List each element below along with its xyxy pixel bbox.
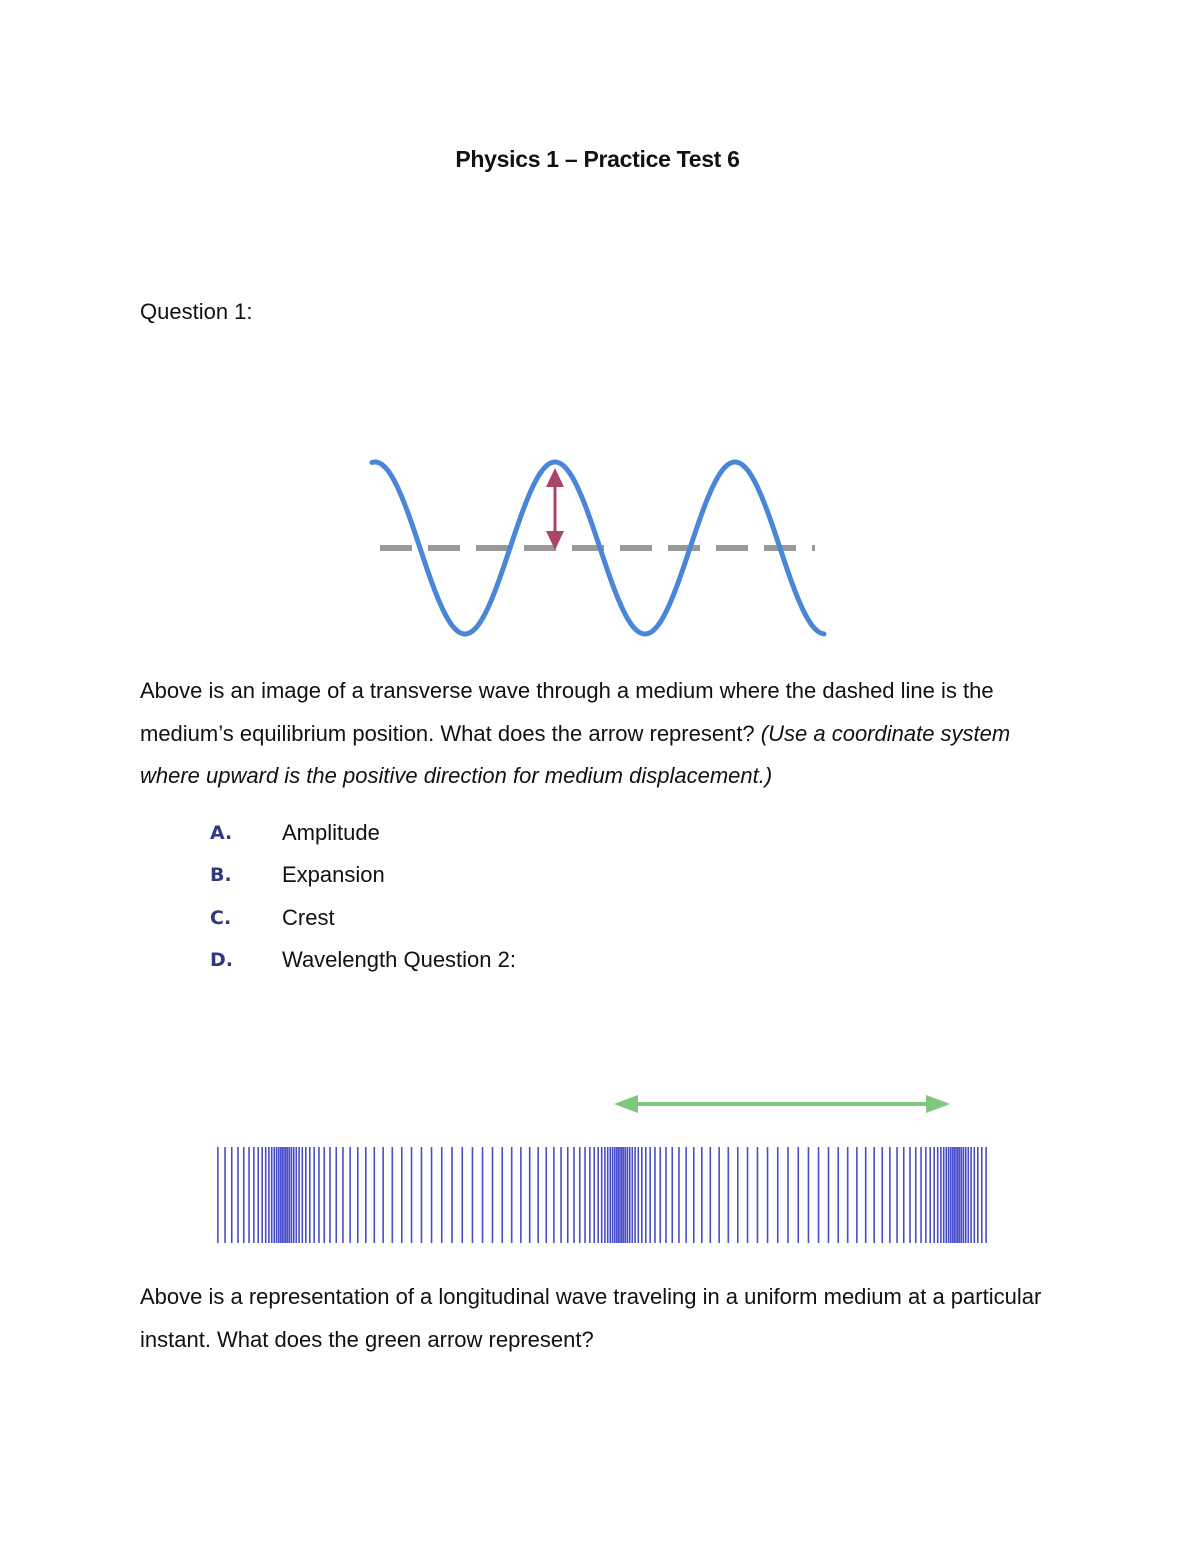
option-d-text: Wavelength Question 2: [282,947,516,972]
longitudinal-medium-lines [218,1147,986,1243]
question-1-hint: (Use a coordinate system where upward is the positive direction for medium displacement.) [140,720,1011,788]
amplitude-arrow [546,468,564,550]
green-double-arrow [614,1095,950,1113]
longitudinal-wave-figure [200,1085,1000,1255]
page-title: Physics 1 – Practice Test 6 [455,146,740,172]
option-c-letter: C. [210,907,232,929]
question-1-label: Question 1: [140,299,253,324]
option-a-letter: A. [210,822,233,844]
option-a-text: Amplitude [282,820,380,845]
question-1-prompt [140,670,1070,798]
question-2-prompt: Above is a representation of a longitudinal wave traveling in a uniform medium at a particular instant. What does the green arrow represent? [140,1284,1042,1352]
option-b-text: Expansion [282,862,385,887]
option-b-letter: B. [210,864,232,886]
option-c-text: Crest [282,905,335,930]
question-1-prompt-text: Above is an image of a transverse wave through a medium where the dashed line is the medium’s equilibrium position. What does the arrow represent? [140,678,994,746]
transverse-wave-figure [360,450,840,650]
option-d-letter: D. [210,949,233,971]
